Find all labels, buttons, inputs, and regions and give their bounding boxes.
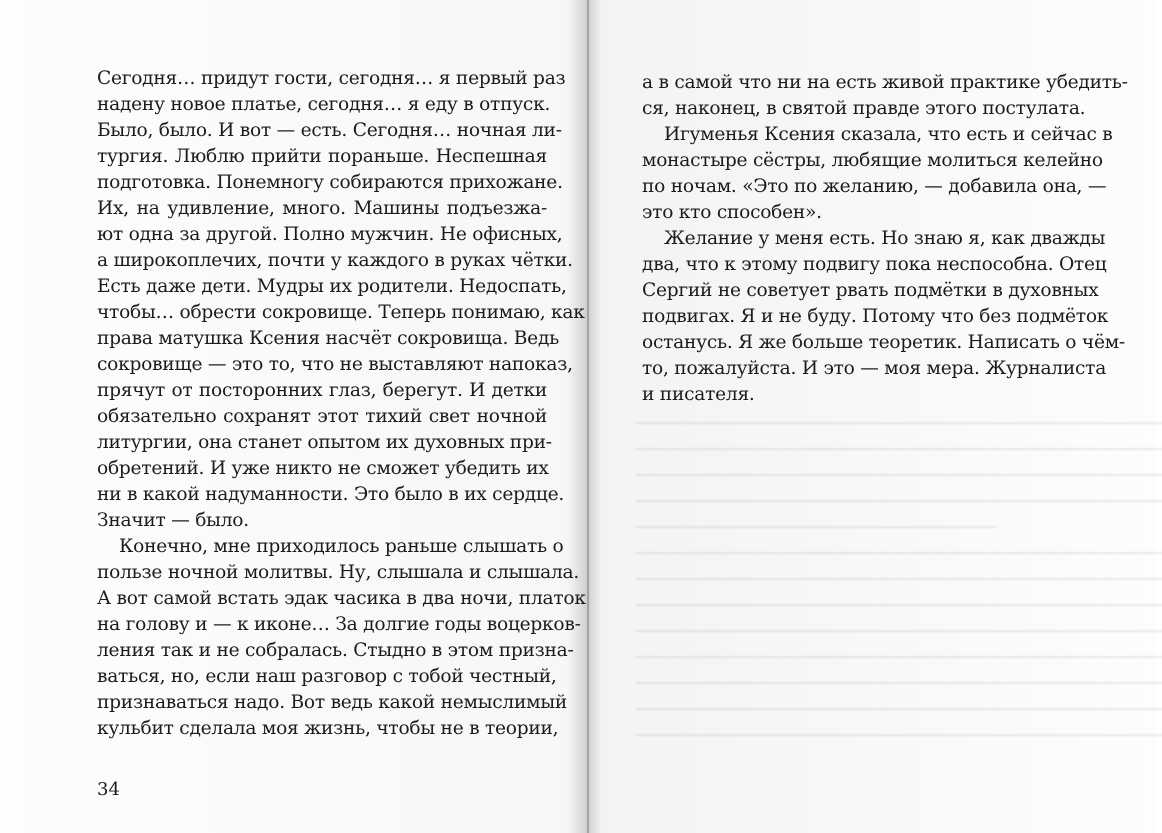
text-line: на голову и — к иконе… За долгие годы воцерков- <box>97 614 581 635</box>
show-through-line: ▁▁▁▁▁▁▁▁▁▁▁▁▁▁▁▁▁▁▁▁▁▁▁▁▁▁▁▁▁▁▁▁▁▁▁▁▁▁ <box>636 690 1162 711</box>
paragraph-first-line: Желание у меня есть. Но знаю я, как дважды <box>664 228 1106 249</box>
paragraph-end-line: это кто способен». <box>642 202 822 223</box>
text-line: а в самой что ни на есть живой практике убедить- <box>642 72 1128 93</box>
text-line: по ночам. «Это по желанию, — добавила она, — <box>642 176 1107 197</box>
text-line: Было, было. И вот — есть. Сегодня… ночная ли- <box>97 120 562 141</box>
show-through-line: ▁▁▁▁▁▁▁▁▁▁▁▁▁▁▁▁▁▁▁▁▁▁▁▁▁▁▁▁▁▁▁▁▁▁▁▁▁▁ <box>636 404 1162 425</box>
text-line: ления так и не собралась. Стыдно в этом призна- <box>97 640 574 661</box>
text-line: Их, на удивление, много. Машины подъезжа- <box>97 198 547 219</box>
text-line: ваться, но, если наш разговор с тобой честный, <box>97 666 557 687</box>
text-line: признаваться надо. Вот ведь какой немыслимый <box>97 692 568 713</box>
text-line: обретений. И уже никто не сможет убедить их <box>97 458 549 479</box>
paragraph-first-line: Игуменья Ксения сказала, что есть и сейчас в <box>664 124 1113 145</box>
text-line: сокровище — это то, что не выставляют напоказ, <box>97 354 573 375</box>
text-line: Есть даже дети. Мудры их родители. Недоспать, <box>97 276 567 297</box>
text-line: подвигах. Я и не буду. Потому что без подмёток <box>642 306 1109 327</box>
text-line: права матушка Ксения насчёт сокровища. Ведь <box>97 328 560 349</box>
show-through-line: ▁▁▁▁▁▁▁▁▁▁▁▁▁▁▁▁▁▁▁▁▁▁▁▁▁▁▁▁▁▁▁▁▁▁▁▁▁▁ <box>636 534 1162 555</box>
show-through-line: ▁▁▁▁▁▁▁▁▁▁▁▁▁▁▁▁▁▁▁▁▁▁▁▁▁▁ <box>636 508 996 529</box>
text-line: пользе ночной молитвы. Ну, слышала и слышала. <box>97 562 580 583</box>
page-number: 34 <box>97 779 120 800</box>
show-through-line: ▁▁▁▁▁▁▁▁▁▁▁▁▁▁▁▁▁▁▁▁▁▁▁▁▁▁▁▁▁▁▁▁▁▁▁▁▁▁ <box>636 456 1162 477</box>
text-line: Сергий не советует рвать подмётки в духовных <box>642 280 1099 301</box>
text-line: ни в какой надуманности. Это было в их сердце. <box>97 484 565 505</box>
text-line: литургии, она станет опытом их духовных при- <box>97 432 552 453</box>
right-page <box>590 0 1162 833</box>
text-line: ют одна за другой. Полно мужчин. Не офисных, <box>97 224 563 245</box>
show-through-line: ▁▁▁▁▁▁▁▁▁▁▁▁▁▁▁▁▁▁▁▁▁▁▁▁▁▁▁▁▁▁▁▁▁▁▁▁▁▁ <box>636 664 1162 685</box>
text-line: то, пожалуйста. И это — моя мера. Журналиста <box>642 358 1107 379</box>
show-through-line: ▁▁▁▁▁▁▁▁▁▁▁▁▁▁▁▁▁▁▁▁▁▁▁▁▁▁▁▁▁▁▁▁▁▁▁▁▁▁ <box>636 612 1162 633</box>
show-through-line: ▁▁▁▁▁▁▁▁▁▁▁▁▁▁▁▁▁▁▁▁▁▁▁▁▁▁▁▁▁▁▁▁▁▁▁▁▁▁ <box>636 716 1162 737</box>
text-line: подготовка. Понемногу собираются прихожане. <box>97 172 563 193</box>
text-line: два, что к этому подвигу пока неспособна. Отец <box>642 254 1107 275</box>
left-page-body <box>97 66 586 742</box>
right-page-body <box>642 70 1128 408</box>
show-through-line: ▁▁▁▁▁▁▁▁▁▁▁▁▁▁▁▁▁▁▁▁▁▁▁▁▁▁▁▁▁▁▁▁▁▁▁▁▁▁ <box>636 430 1162 451</box>
text-line: прячут от посторонних глаз, берегут. И детки <box>97 380 547 401</box>
text-line: обязательно сохранят этот тихий свет ночной <box>97 406 547 427</box>
paragraph-end-line: Значит — было. <box>97 510 249 531</box>
show-through-line: ▁▁▁▁▁▁▁▁▁▁▁▁▁▁▁▁▁▁▁▁▁▁▁▁▁▁▁▁▁▁▁▁▁▁▁▁▁▁ <box>636 482 1162 503</box>
text-line: останусь. Я же больше теоретик. Написать о чём- <box>642 332 1125 353</box>
show-through-line: ▁▁▁▁▁▁▁▁▁▁▁▁▁▁▁▁▁▁▁▁▁▁▁▁▁▁▁▁▁▁▁▁▁▁▁▁▁▁ <box>636 586 1162 607</box>
text-line: чтобы… обрести сокровище. Теперь понимаю, как <box>97 302 585 323</box>
text-line: монастыре сёстры, любящие молиться келейно <box>642 150 1103 171</box>
text-line: А вот самой встать эдак часика в два ночи, платок <box>97 588 586 609</box>
text-line: надену новое платье, сегодня… я еду в отпуск. <box>97 94 551 115</box>
text-line: а широкоплечих, почти у каждого в руках чётки. <box>97 250 573 271</box>
show-through-line: ▁▁▁▁▁▁▁▁▁▁▁▁▁▁▁▁▁▁▁▁▁▁▁▁▁▁▁▁▁▁▁▁▁▁▁▁▁▁ <box>636 638 1162 659</box>
text-line: тургия. Люблю прийти пораньше. Неспешная <box>97 146 547 167</box>
paragraph-end-line: ся, наконец, в святой правде этого постулата. <box>642 98 1086 119</box>
text-line: Сегодня… придут гости, сегодня… я первый раз <box>97 68 566 89</box>
paragraph-first-line: Конечно, мне приходилось раньше слышать о <box>119 536 564 557</box>
show-through-line: ▁▁▁▁▁▁▁▁▁▁▁▁▁▁▁▁▁▁▁▁▁▁▁▁▁▁▁▁▁▁▁▁▁▁▁▁▁▁ <box>636 560 1162 581</box>
paragraph-end-line: и писателя. <box>642 384 755 405</box>
text-line: кульбит сделала моя жизнь, чтобы не в теории, <box>97 718 559 739</box>
